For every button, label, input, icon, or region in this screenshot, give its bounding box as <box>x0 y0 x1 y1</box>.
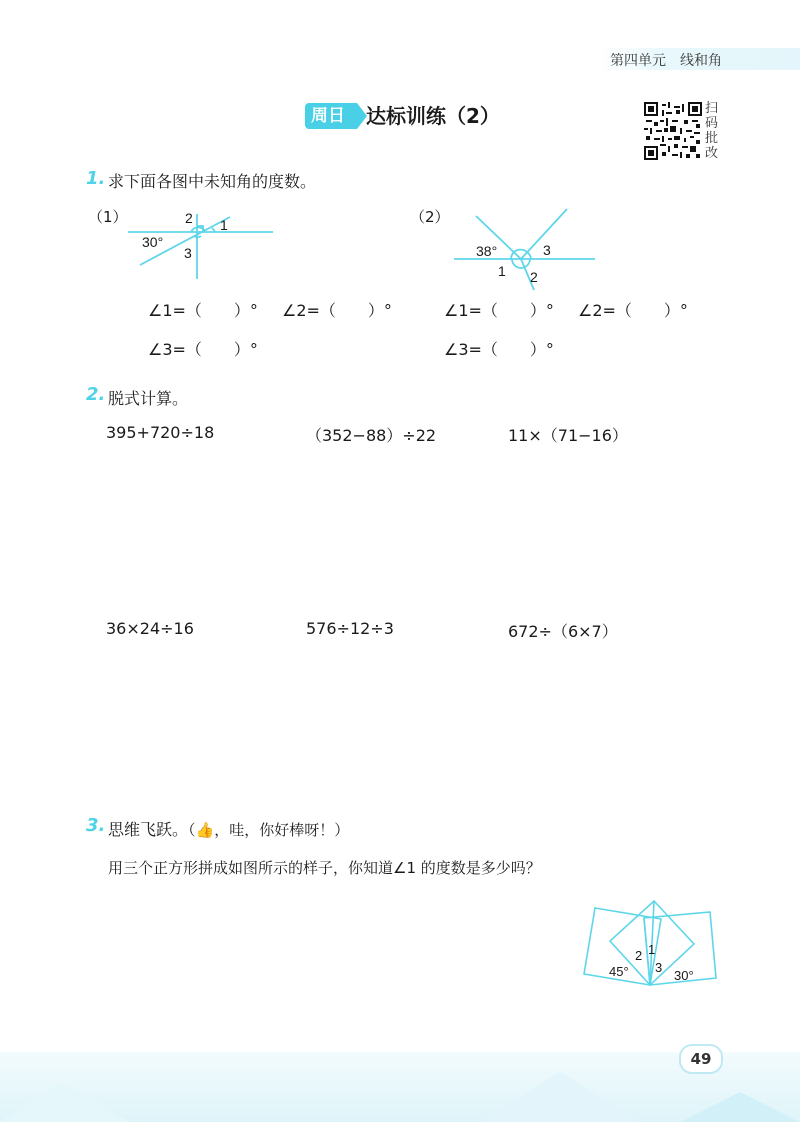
qr-caption-char: 批 <box>705 131 719 146</box>
q2-text: 脱式计算。 <box>108 389 189 408</box>
q3-number: 3. <box>86 815 106 836</box>
fig2-angle-3: 3 <box>543 242 551 258</box>
fig2-angle-2: 2 <box>530 269 538 285</box>
q3-angle-1: 1 <box>648 942 656 957</box>
expression-5: 576÷12÷3 <box>306 619 394 638</box>
expression-2: （352−88）÷22 <box>306 426 437 445</box>
q3-title: 思维飞跃。 <box>108 820 189 839</box>
page-title: 达标训练（2） <box>366 104 500 128</box>
qr-caption-char: 改 <box>705 146 719 161</box>
q3-angle-3: 3 <box>655 960 663 975</box>
expression-3: 11×（71−16） <box>508 426 628 445</box>
fig2-angle-arc <box>514 250 527 252</box>
q3-squares-diagram <box>578 888 723 998</box>
q2-number: 2. <box>86 384 106 405</box>
unit-label: 第四单元 <box>610 53 666 69</box>
q1-text: 求下面各图中未知角的度数。 <box>108 172 317 191</box>
day-tag: 周日 <box>305 103 357 129</box>
q1-fig2-answer-2[interactable]: ∠2=（ ）° <box>578 301 688 320</box>
page-number: 49 <box>679 1044 723 1074</box>
q1-fig1-answer-1[interactable]: ∠1=（ ）° <box>148 301 258 320</box>
fig2-angle-arc <box>527 252 531 259</box>
qr-caption-char: 扫 <box>705 101 719 116</box>
q1-fig2-diagram <box>450 202 600 292</box>
q3-angle-right: 30° <box>674 968 694 983</box>
q1-fig1-label: （1） <box>88 208 128 226</box>
fig1-given-angle: 30° <box>142 234 164 250</box>
q3-angle-left: 45° <box>609 964 629 979</box>
q1-fig1-diagram <box>120 200 290 280</box>
fig1-angle-1: 1 <box>220 217 228 233</box>
fig1-angle-3: 3 <box>184 245 192 261</box>
expression-1: 395+720÷18 <box>106 423 215 442</box>
q1-fig1-answer-2[interactable]: ∠2=（ ）° <box>282 301 392 320</box>
fig2-angle-1: 1 <box>498 263 506 279</box>
q1-fig1-answer-3[interactable]: ∠3=（ ）° <box>148 340 258 359</box>
expression-6: 672÷（6×7） <box>508 622 618 641</box>
q3-text <box>108 817 349 840</box>
qr-caption <box>705 101 719 161</box>
qr-caption-char: 码 <box>705 116 719 131</box>
fig2-angle-arc <box>511 252 514 259</box>
q3-question: 用三个正方形拼成如图所示的样子，你知道∠1 的度数是多少吗？ <box>108 859 541 877</box>
header <box>610 50 736 70</box>
fig2-given-angle: 38° <box>476 243 498 259</box>
expression-4: 36×24÷16 <box>106 619 194 638</box>
qr-code[interactable] <box>644 102 702 160</box>
topic-label: 线和角 <box>680 53 722 69</box>
q1-fig2-label: （2） <box>410 208 450 226</box>
q3-angle-2: 2 <box>635 948 643 963</box>
q1-fig2-answer-1[interactable]: ∠1=（ ）° <box>444 301 554 320</box>
fig1-angle-2: 2 <box>185 210 193 226</box>
q3-praise: （👍，哇，你好棒呀！） <box>188 821 350 839</box>
q1-number: 1. <box>86 168 106 189</box>
fig2-angle-arc <box>525 259 530 267</box>
q1-fig2-answer-3[interactable]: ∠3=（ ）° <box>444 340 554 359</box>
